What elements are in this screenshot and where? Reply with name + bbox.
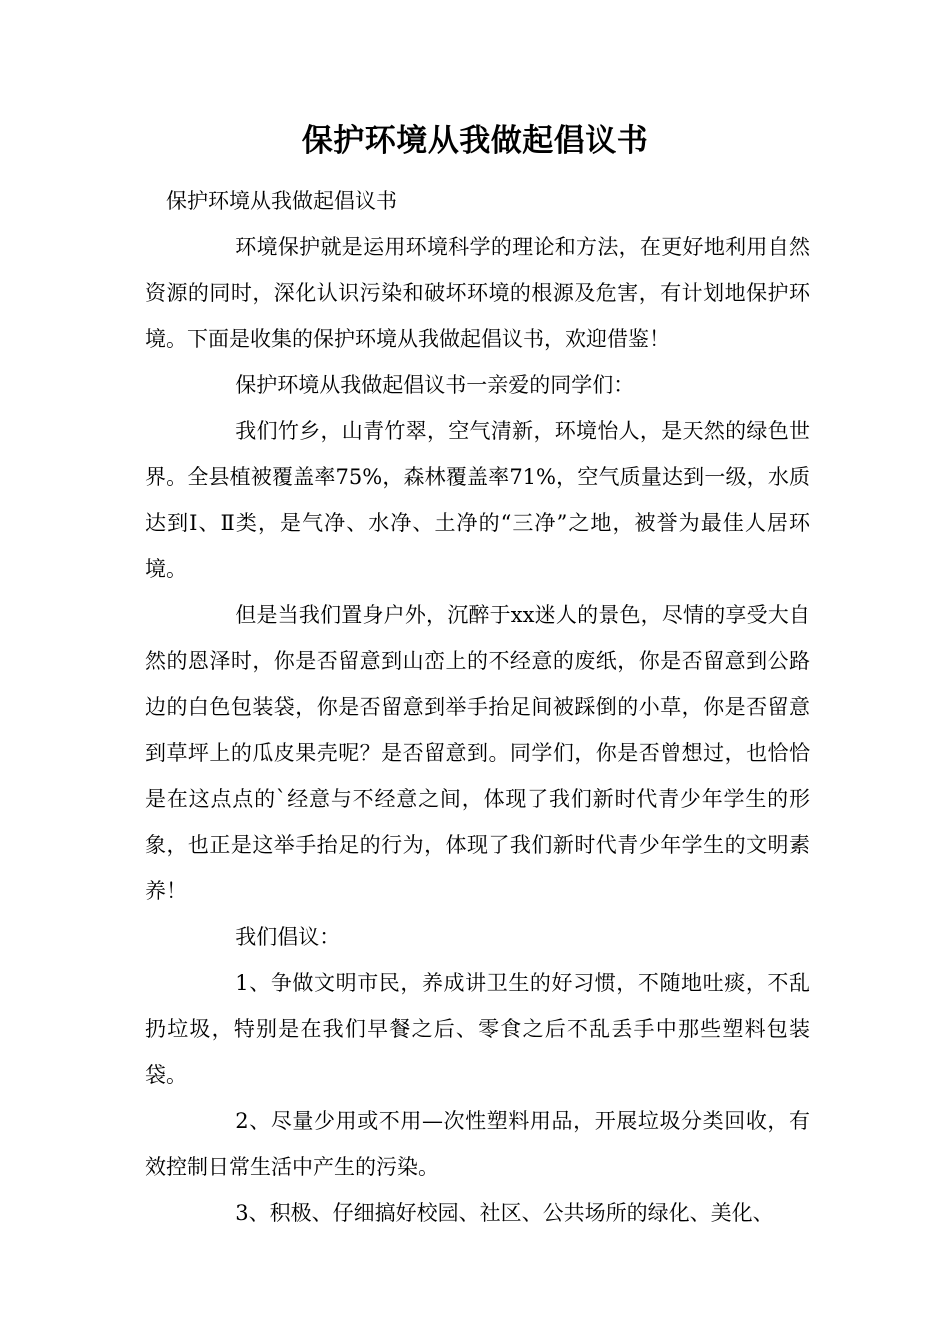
paragraph-proposal-heading: 我们倡议： [235, 925, 341, 949]
paragraph-environment: 我们竹乡，山青竹翠，空气清新，环境怡人，是天然的绿色世界。全县植被覆盖率75%，森林覆盖率71%，空气质量达到一级，水质达到Ⅰ、Ⅱ类，是气净、水净、土净的“三净”之地，被誉为最佳人居环境。 [145, 419, 810, 581]
paragraph-question: 但是当我们置身户外，沉醉于xx迷人的景色，尽情的享受大自然的恩泽时，你是否留意到山峦上的不经意的废纸，你是否留意到公路边的白色包装袋，你是否留意到举手抬足间被踩倒的小草，你是否留意到草坪上的瓜皮果壳呢？是否留意到。同学们，你是否曾想过，也恰恰是在这点点的`经意与不经意之间，体现了我们新时代青少年学生的形象，也正是这举手抬足的行为，体现了我们新时代青少年学生的文明素养！ [145, 603, 810, 903]
document-subtitle: 保护环境从我做起倡议书 [166, 189, 397, 213]
document-title: 保护环境从我做起倡议书 [301, 123, 649, 159]
paragraph-salutation: 保护环境从我做起倡议书一亲爱的同学们： [235, 373, 635, 397]
proposal-item-1: 1、争做文明市民，养成讲卫生的好习惯，不随地吐痰，不乱扔垃圾，特别是在我们早餐之后、零食之后不乱丢手中那些塑料包装袋。 [145, 971, 810, 1087]
paragraph-intro: 环境保护就是运用环境科学的理论和方法，在更好地利用自然资源的同时，深化认识污染和破坏环境的根源及危害，有计划地保护环境。下面是收集的保护环境从我做起倡议书，欢迎借鉴！ [145, 235, 810, 351]
proposal-item-3: 3、积极、仔细搞好校园、社区、公共场所的绿化、美化、 [235, 1201, 774, 1225]
document-body [145, 178, 810, 1236]
proposal-item-2: 2、尽量少用或不用—次性塑料用品，开展垃圾分类回收，有效控制日常生活中产生的污染。 [145, 1109, 810, 1179]
